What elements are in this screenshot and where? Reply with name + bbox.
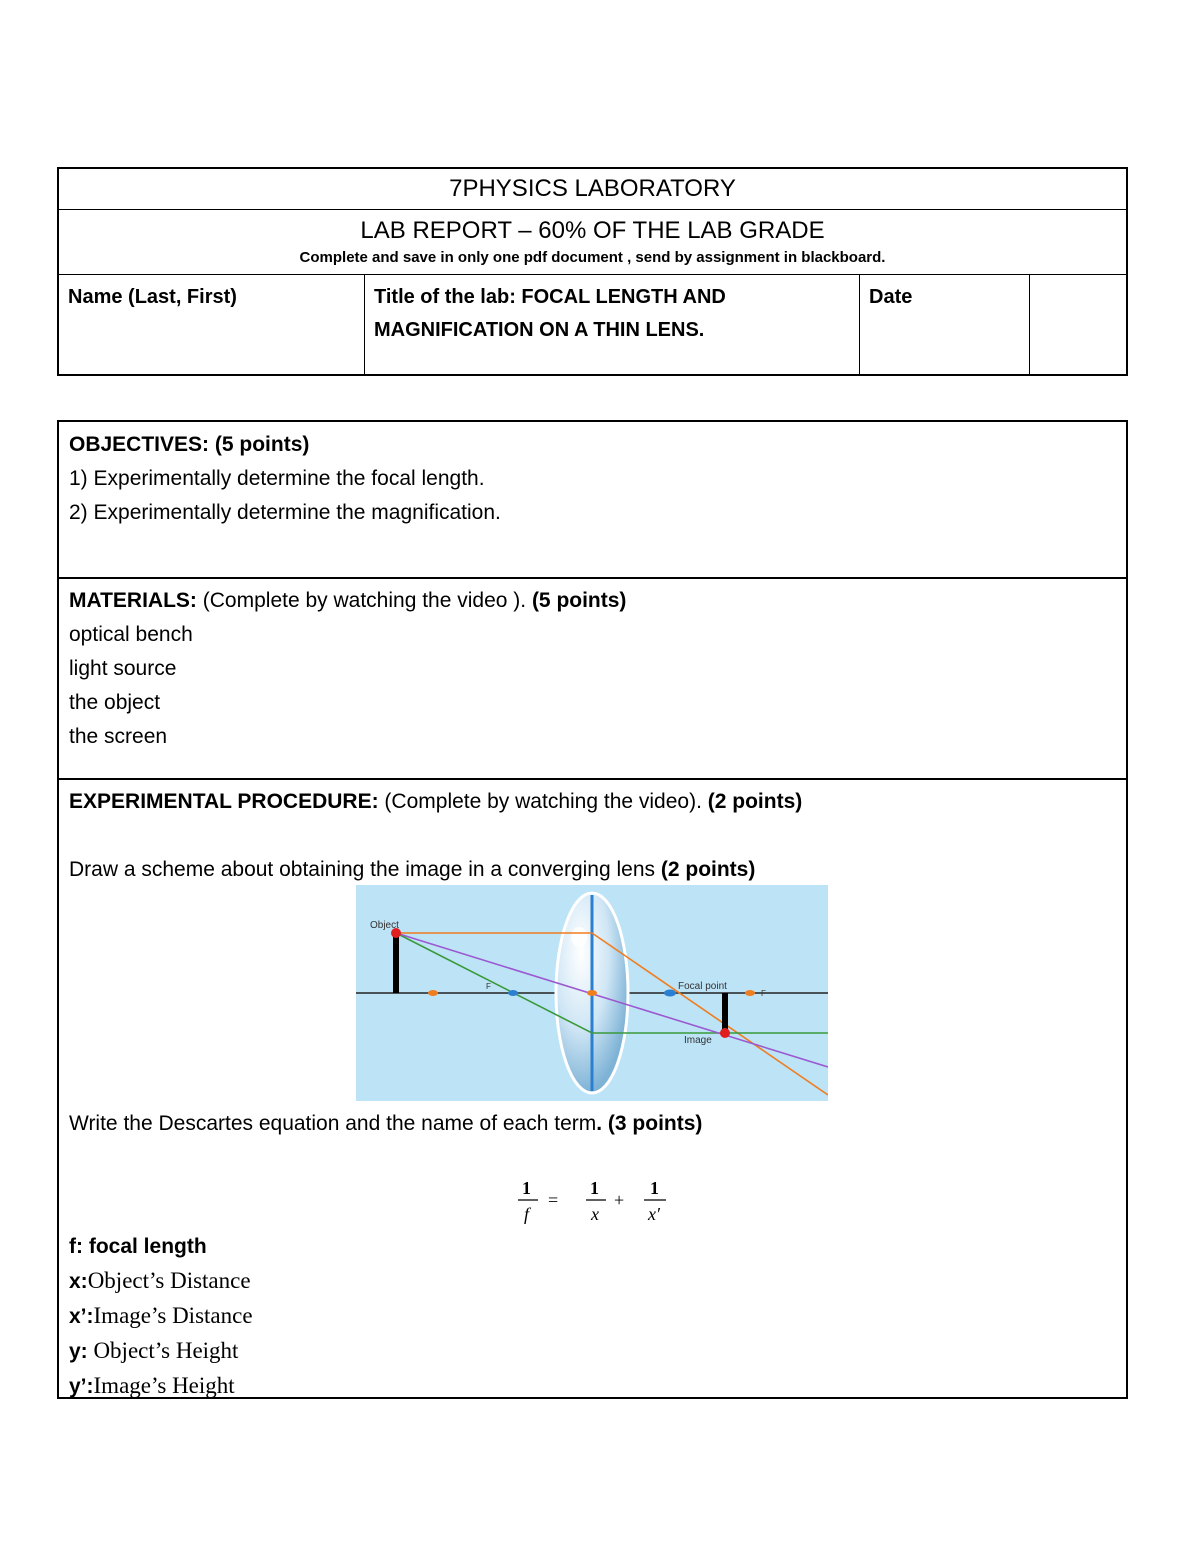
- term-item: x’:Image’s Distance: [69, 1303, 253, 1328]
- term-item: f: focal length: [69, 1235, 207, 1258]
- object-label: Object: [370, 920, 399, 931]
- material-item: the object: [69, 691, 161, 714]
- objectives-section: [57, 420, 1128, 579]
- image-tip: [720, 1028, 730, 1038]
- term-item: x:Object’s Distance: [69, 1268, 251, 1293]
- focal-point-2f-left: [428, 990, 438, 996]
- header-table: [57, 167, 1128, 376]
- title-cell: [365, 275, 860, 375]
- material-item: the screen: [69, 725, 168, 748]
- focal-point-label: Focal point: [678, 981, 727, 992]
- lens-diagram: [356, 885, 828, 1101]
- focal-point-2f-right: [745, 990, 755, 996]
- image-label: Image: [684, 1035, 712, 1046]
- date-label: Date: [869, 286, 913, 308]
- eq-numerator-3: 1: [650, 1178, 659, 1198]
- date-label-cell: [860, 275, 1030, 375]
- eq-denominator-x: x: [591, 1204, 599, 1224]
- name-field[interactable]: [59, 275, 365, 375]
- material-item: light source: [69, 657, 177, 680]
- material-item: optical bench: [69, 623, 193, 646]
- eq-numerator-2: 1: [590, 1178, 599, 1198]
- procedure-heading: EXPERIMENTAL PROCEDURE: (Complete by watching the video). (2 points): [69, 790, 803, 813]
- objective-item: 2) Experimentally determine the magnification.: [69, 501, 501, 524]
- focal-point-right: [664, 990, 676, 997]
- objective-item: 1) Experimentally determine the focal length.: [69, 467, 485, 490]
- title-label: Title of the lab: FOCAL LENGTH AND: [374, 286, 726, 308]
- procedure-section: [57, 778, 1128, 1399]
- lens-highlight: [571, 927, 587, 947]
- eq-equals: =: [548, 1190, 559, 1210]
- lens-center: [587, 990, 597, 996]
- descartes-equation: [516, 1174, 676, 1234]
- report-title-row: [59, 209, 1126, 275]
- focal-point-left: [508, 990, 518, 996]
- report-title: LAB REPORT – 60% OF THE LAB GRADE: [360, 217, 825, 244]
- terms-list: [69, 1230, 253, 1404]
- term-item: y’:Image’s Height: [69, 1373, 235, 1398]
- materials-section: [57, 577, 1128, 780]
- eq-numerator-1: 1: [522, 1178, 531, 1198]
- name-label: Name (Last, First): [68, 286, 237, 308]
- descartes-prompt: Write the Descartes equation and the name of each term. (3 points): [69, 1112, 703, 1135]
- term-item: y: Object’s Height: [69, 1338, 239, 1363]
- instructions: Complete and save in only one pdf document , send by assignment in blackboard.: [299, 249, 886, 266]
- draw-prompt: Draw a scheme about obtaining the image in a converging lens (2 points): [69, 858, 756, 881]
- f-label-right: F: [761, 989, 766, 998]
- eq-plus: +: [614, 1190, 625, 1210]
- lab-title: 7PHYSICS LABORATORY: [59, 169, 1126, 210]
- eq-denominator-f: f: [524, 1204, 530, 1224]
- f-label-left: F: [486, 982, 491, 991]
- title-label-2: MAGNIFICATION ON A THIN LENS.: [374, 319, 705, 341]
- eq-denominator-xp: x′: [648, 1204, 660, 1224]
- objectives-heading: OBJECTIVES: (5 points): [69, 433, 310, 456]
- date-field[interactable]: [1030, 275, 1126, 375]
- materials-heading: MATERIALS: (Complete by watching the video ). (5 points): [69, 589, 627, 612]
